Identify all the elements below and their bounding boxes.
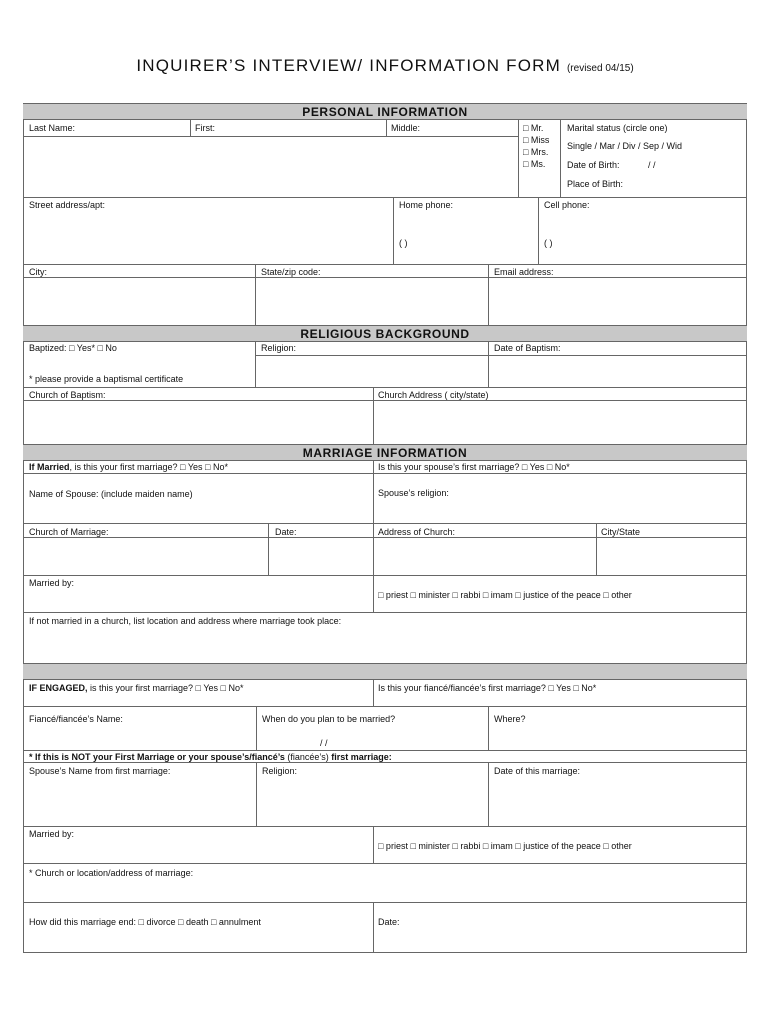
non-church-location-label[interactable]: If not married in a church, list location and address where marriage took place: [29,616,342,626]
last-name-label[interactable]: Last Name: [29,123,76,133]
place-of-birth-label[interactable]: Place of Birth: [567,179,624,189]
first-name-label[interactable]: First: [195,123,215,133]
prior-married-by-label[interactable]: Married by: [29,829,75,839]
marriage-date-label[interactable]: Date: [275,527,297,537]
section-religious-heading: RELIGIOUS BACKGROUND [23,325,747,342]
first-marriage-question[interactable]: If Married, is this your first marriage? □ Yes □ No* [29,462,228,472]
city-label[interactable]: City: [29,267,47,277]
marital-status-label: Marital status (circle one) [567,123,668,133]
spouse-name-label[interactable]: Name of Spouse: (include maiden name) [29,489,193,499]
city-state-label[interactable]: City/State [601,527,641,537]
baptized-checkboxes[interactable]: Baptized: □ Yes* □ No [29,343,117,353]
section-personal-heading: PERSONAL INFORMATION [23,103,747,120]
title-mr-checkbox[interactable]: □ Mr. [523,123,544,133]
prior-spouse-name-label[interactable]: Spouse’s Name from first marriage: [29,766,171,776]
home-phone-area: ( ) [399,238,408,248]
prior-officiant-checkboxes[interactable]: □ priest □ minister □ rabbi □ imam □ justice of the peace □ other [378,841,632,851]
marriage-end-checkboxes[interactable]: How did this marriage end: □ divorce □ death □ annulment [29,917,261,927]
baptismal-certificate-note: * please provide a baptismal certificate [29,374,184,384]
cell-phone-label[interactable]: Cell phone: [544,200,590,210]
email-label[interactable]: Email address: [494,267,554,277]
spouse-religion-label[interactable]: Spouse’s religion: [378,488,449,498]
religion-label[interactable]: Religion: [261,343,297,353]
fiance-name-label[interactable]: Fiancé/fiancée’s Name: [29,714,123,724]
section-marriage-heading: MARRIAGE INFORMATION [23,444,747,461]
not-first-marriage-heading: * If this is NOT your First Marriage or your spouse’s/fiancé’s (fiancée’s) first marriage: [29,752,392,762]
home-phone-label[interactable]: Home phone: [399,200,454,210]
officiant-checkboxes[interactable]: □ priest □ minister □ rabbi □ imam □ justice of the peace □ other [378,590,632,600]
middle-name-label[interactable]: Middle: [391,123,421,133]
cell-phone-area: ( ) [544,238,553,248]
prior-marriage-date-label[interactable]: Date of this marriage: [494,766,581,776]
form-title: INQUIRER’S INTERVIEW/ INFORMATION FORM (revised 04/15) [136,56,634,75]
street-address-label[interactable]: Street address/apt: [29,200,106,210]
section-engaged-band [23,663,747,680]
wedding-location-label[interactable]: Where? [494,714,526,724]
church-of-marriage-label[interactable]: Church of Marriage: [29,527,109,537]
date-of-baptism-label[interactable]: Date of Baptism: [494,343,561,353]
revision-note: (revised 04/15) [566,63,634,74]
title-ms-checkbox[interactable]: □ Ms. [523,159,546,169]
marriage-end-date-label[interactable]: Date: [378,917,400,927]
spouse-first-marriage-question[interactable]: Is this your spouse’s first marriage? □ Yes □ No* [378,462,570,472]
prior-religion-label[interactable]: Religion: [262,766,298,776]
church-of-baptism-label[interactable]: Church of Baptism: [29,390,106,400]
state-zip-label[interactable]: State/zip code: [261,267,321,277]
wedding-date-slashes: / / [320,738,328,748]
married-by-label[interactable]: Married by: [29,578,75,588]
date-of-birth-slashes: / / [648,160,656,170]
engaged-first-marriage-question[interactable]: IF ENGAGED, is this your first marriage? □ Yes □ No* [29,683,244,693]
title-miss-checkbox[interactable]: □ Miss [523,135,550,145]
wedding-date-question[interactable]: When do you plan to be married? [262,714,396,724]
church-address-label[interactable]: Church Address ( city/state) [378,390,489,400]
prior-church-location-label[interactable]: * Church or location/address of marriage: [29,868,194,878]
address-of-church-label[interactable]: Address of Church: [378,527,456,537]
date-of-birth-label[interactable]: Date of Birth: [567,160,620,170]
marital-status-options[interactable]: Single / Mar / Div / Sep / Wid [567,141,683,151]
title-mrs-checkbox[interactable]: □ Mrs. [523,147,549,157]
fiance-first-marriage-question[interactable]: Is this your fiancé/fiancée’s first marriage? □ Yes □ No* [378,683,597,693]
